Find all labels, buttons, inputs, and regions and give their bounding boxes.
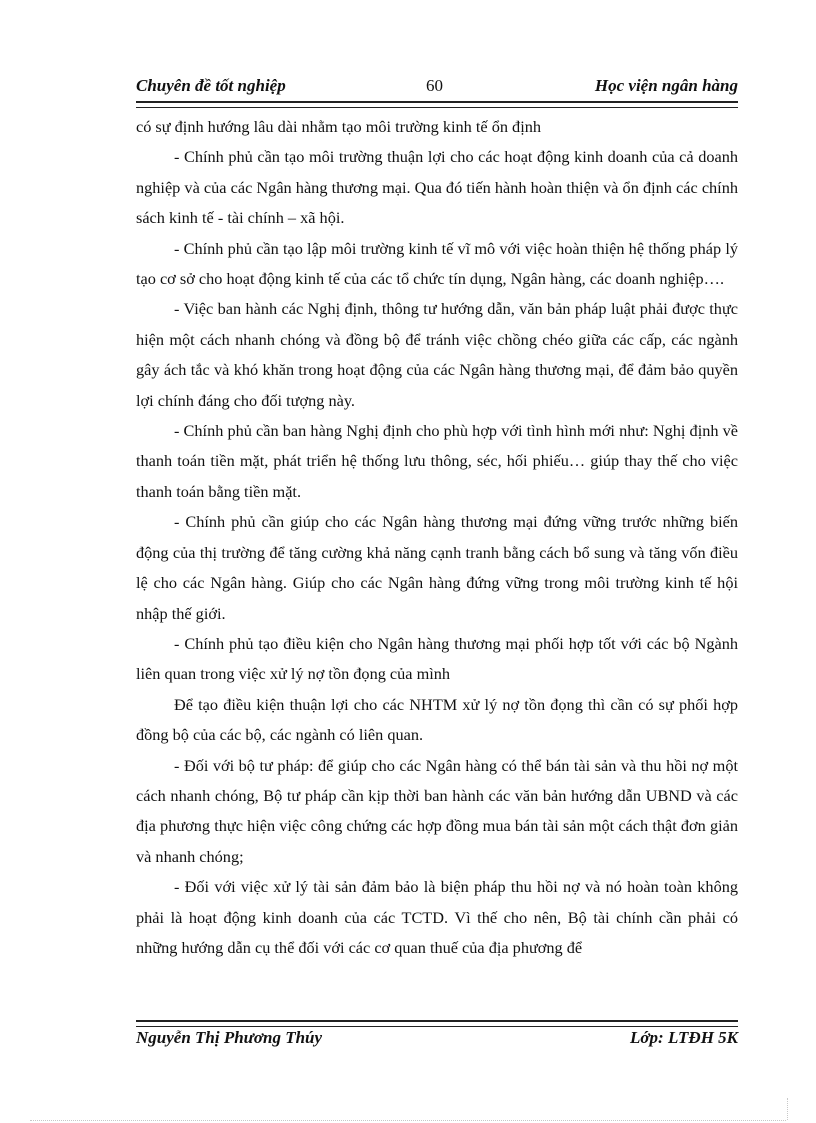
paragraph: - Chính phủ cần tạo môi trường thuận lợi cho các hoạt động kinh doanh của cả doanh nghiệp và của các Ngân hàng thương mại. Qua đó tiến hành hoàn thiện và ổn định các chính sách kinh tế - tài chính – xã hội. xyxy=(136,147,738,228)
footer-divider xyxy=(136,1020,738,1027)
header-document-type: Chuyên đề tốt nghiệp xyxy=(136,76,286,95)
header-institution: Học viện ngân hàng xyxy=(594,76,738,95)
footer-class: Lớp: LTĐH 5K xyxy=(630,1028,738,1047)
paragraph: - Đối với việc xử lý tài sản đảm bảo là biện pháp thu hồi nợ và nó hoàn toàn không phải là hoạt động kinh doanh của các TCTD. Vì thế cho nên, Bộ tài chính cần phải có những hướng dẫn cụ thể đối với các cơ quan thuế của địa phương để xyxy=(136,877,738,957)
page-header xyxy=(136,76,738,100)
paragraph: - Đối với bộ tư pháp: để giúp cho các Ngân hàng có thể bán tài sản và thu hồi nợ một cách nhanh chóng, Bộ tư pháp cần kịp thời ban hành các văn bản hướng dẫn UBND và các địa phương thực hiện việc công chứng các hợp đồng mua bán tài sản một cách thật đơn giản và nhanh chóng; xyxy=(136,755,738,866)
paragraph: có sự định hướng lâu dài nhằm tạo môi trường kinh tế ổn định xyxy=(136,117,541,136)
page-number: 60 xyxy=(426,76,443,95)
paragraph: - Chính phủ tạo điều kiện cho Ngân hàng thương mại phối hợp tốt với các bộ Ngành liên quan trong việc xử lý nợ tồn đọng của mình xyxy=(136,633,738,684)
paragraph: - Chính phủ cần tạo lập môi trường kinh tế vĩ mô với việc hoàn thiện hệ thống pháp lý tạo cơ sở cho hoạt động kinh tế của các tổ chức tín dụng, Ngân hàng, các doanh nghiệp…. xyxy=(136,238,738,289)
page-edge-marker xyxy=(30,1120,786,1121)
page-edge-marker-vertical xyxy=(787,1098,788,1120)
paragraph: Để tạo điều kiện thuận lợi cho các NHTM xử lý nợ tồn đọng thì cần có sự phối hợp đồng bộ của các bộ, các ngành có liên quan. xyxy=(136,694,738,745)
header-divider xyxy=(136,101,738,108)
body-text xyxy=(136,112,738,963)
footer-author: Nguyễn Thị Phương Thúy xyxy=(136,1028,323,1047)
paragraph: - Chính phủ cần ban hàng Nghị định cho phù hợp với tình hình mới như: Nghị định về thanh toán tiền mặt, phát triển hệ thống lưu thông, séc, hối phiếu… giúp thay thế cho việc thanh toán bằng tiền mặt. xyxy=(136,421,738,501)
page-footer xyxy=(136,1028,738,1052)
paragraph: - Việc ban hành các Nghị định, thông tư hướng dẫn, văn bản pháp luật phải được thực hiện một cách nhanh chóng và đồng bộ để tránh việc chồng chéo giữa các cấp, các ngành gây ách tắc và khó khăn trong hoạt động của các Ngân hàng thương mại, để đảm bảo quyền lợi chính đáng cho đối tượng này. xyxy=(136,299,738,410)
paragraph: - Chính phủ cần giúp cho các Ngân hàng thương mại đứng vững trước những biến động của thị trường để tăng cường khả năng cạnh tranh bằng cách bổ sung và tăng vốn điều lệ cho các Ngân hàng. Giúp cho các Ngân hàng đứng vững trong môi trường kinh tế hội nhập thế giới. xyxy=(136,512,738,623)
